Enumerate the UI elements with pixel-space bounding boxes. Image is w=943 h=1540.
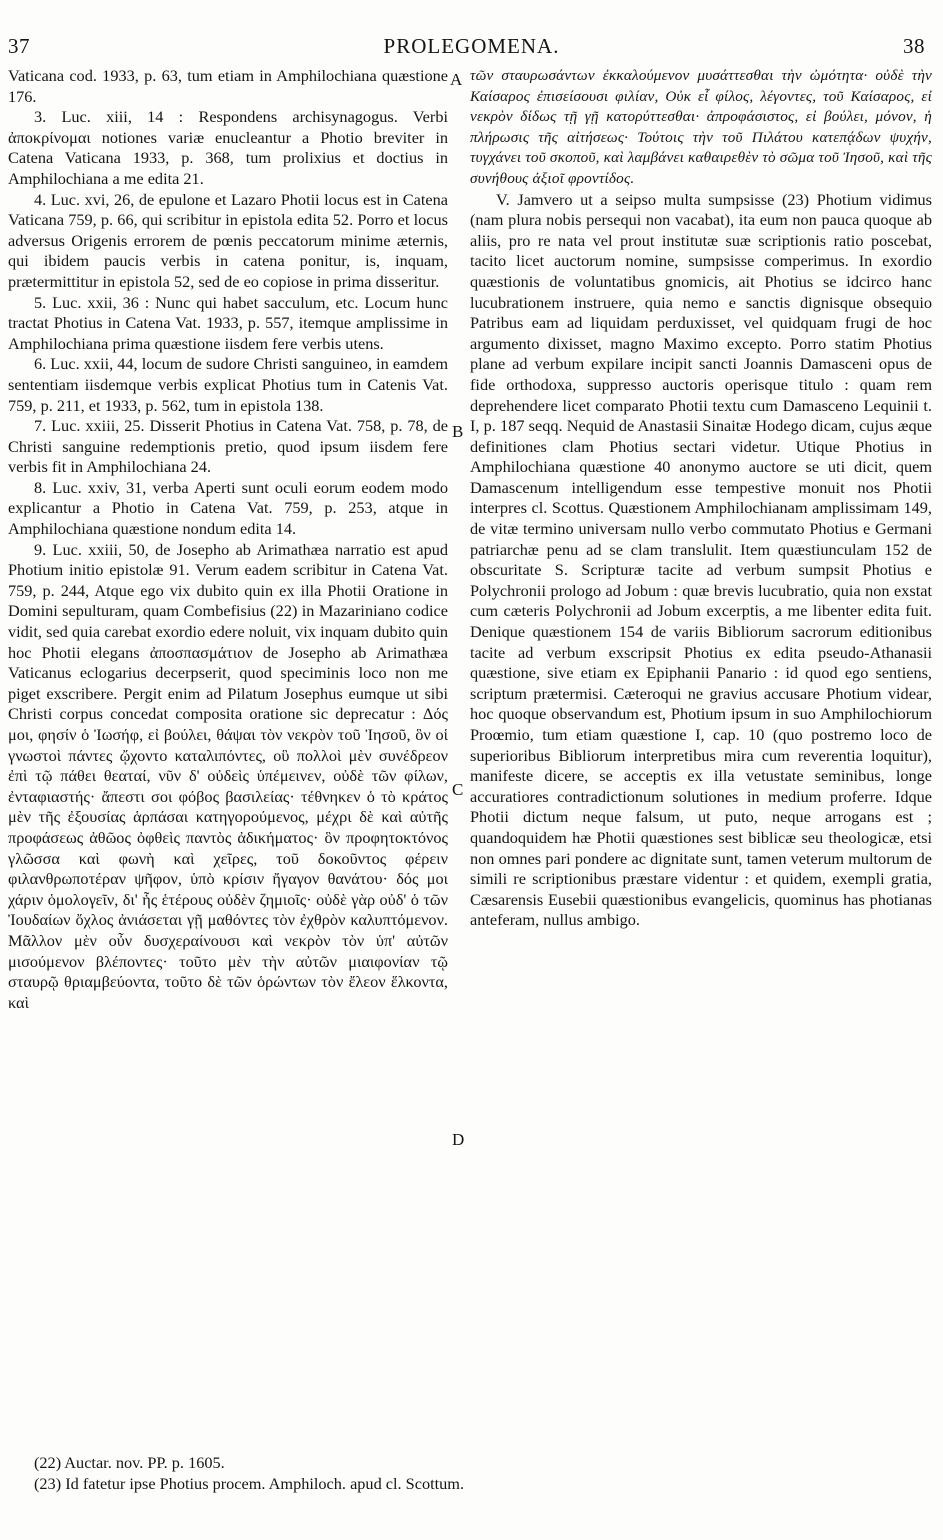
left-column bbox=[8, 66, 448, 1013]
greek-quotation-continuation: τῶν σταυρωσάντων ἐκκαλούμενον μυσάττεσθαι τὴν ὠμότητα· οὐδὲ τὴν Καίσαρος ἐπισείσουσι φιλίαν, Οὐκ εἶ φίλος, λέγοντες, τοῦ Καίσαρος, εἰ νεκρὸν δίδως τῇ γῇ κατορύττεσθαι· ἀπροφάσιστος, εἰ βούλει, μόνον, ἡ πλήρωσις τῆς αἰτήσεως· Τούτοις τὴν τοῦ Πιλάτου κατεπᾴδων ψυχήν, τυγχάνει τοῦ σκοποῦ, καὶ λαμβάνει καθαιρεθὲν τὸ σῶμα τοῦ Ἰησοῦ, καὶ τῆς συνήθους ἀξιοῖ φροντίδος. bbox=[470, 67, 932, 187]
margin-marker-c: C bbox=[452, 780, 464, 799]
margin-marker-b: B bbox=[452, 422, 464, 441]
margin-marker-a: A bbox=[450, 70, 463, 89]
left-page-number: 37 bbox=[8, 34, 30, 58]
note-4: 4. Luc. xvi, 26, de epulone et Lazaro Photii locus est in Catena Vaticana 759, p. 66, qui scribitur in epistola edita 52. Porro et locus adversus Origenis errorem de pœnis peccatorum minime æternis, qui ibidem paucis verbis in catena ponitur, is, inquam, prætermittitur in epistola 52, sed de eo copiose in prima disseritur. bbox=[8, 189, 448, 291]
margin-marker-d: D bbox=[452, 1130, 465, 1149]
running-title: PROLEGOMENA. bbox=[383, 34, 560, 58]
note-6: 6. Luc. xxii, 44, locum de sudore Christi sanguineo, in eamdem sententiam iisdemque verbis explicat Photius tum in Catenis Vat. 759, p. 211, et 1933, p. 562, tum in epistola 138. bbox=[8, 354, 448, 415]
note-5: 5. Luc. xxii, 36 : Nunc qui habet sacculum, etc. Locum hunc tractat Photius in Catena Vat. 1933, p. 557, itemque amplissime in Amphilochiana prima quæstione iisdem fere verbis utens. bbox=[8, 292, 448, 353]
note-3: 3. Luc. xiii, 14 : Respondens archisynagogus. Verbi ἀποκρίνομαι notiones variæ enucleantur a Photio breviter in Catena Vaticana 1933, p. 368, tum prolixius et doctius in Amphilochiana a me edita 21. bbox=[8, 107, 448, 188]
footnotes bbox=[34, 1452, 914, 1494]
footnote-23: (23) Id fatetur ipse Photius procem. Amphiloch. apud cl. Scottum. bbox=[34, 1474, 465, 1493]
note-7: 7. Luc. xxiii, 25. Disserit Photius in Catena Vat. 758, p. 78, de Christi sanguine redemptionis pretio, quod ipsum iisdem fere verbis fit in Amphilochiana 24. bbox=[8, 416, 448, 477]
right-column bbox=[470, 66, 932, 931]
footnote-22: (22) Auctar. nov. PP. p. 1605. bbox=[34, 1453, 225, 1472]
section-v: V. Jamvero ut a seipso multa sumpsisse (23) Photium vidimus (nam plura nobis persequi non vacabat), ita eum non pauca quoque ab aliis, pro re nata vel prout institutæ suæ scriptionis ratio poscebat, tacito licet auctorum nomine, sumpsisse comperimus. In exordio quæstionis de voluntatibus gnomicis, ait Photius se idcirco hanc lucubrationem instruere, quia nemo e sanctis dignisque obsequio Patribus eam ad liquidam perduxisset, vel quidquam frugi de hoc argumento dixisset, magno Maximo excepto. Porro statim Photius plane ad verbum expilare incipit sancti Joannis Damasceni opus de fide orthodoxa, suppresso auctoris operisque titulo : quam rem deprehendere licet comparato Photii textu cum Damasceno Lequinii t. I, p. 187 seqq. Nequid de Anastasii Sinaitæ Hodego dicam, cujus æque definitiones clam Photius sectari videtur. Utique Photius in Amphilochiana quæstione 40 anonymo auctore se uti dicit, quem Damascenum intelligendum esse tempestive monuit nos Photii interpres cl. Scottus. Quæstionem Amphilochianam amplissimam 149, de vitæ termino universam nullo verbo commutato Photius e Germani patriarchæ penu ad se clam translulit. Item quæstiunculam 152 de obscuritate S. Scripturæ tacite ad verbum sumpsit Photius e Polychronii prologo ad Jobum : quæ brevis lucubratio, quia non exstat cum cæteris Polychronii ad Jobum excerptis, a me libenter edita fuit. Denique quæstionem 154 de variis Bibliorum sacrorum editionibus tacite ad verbum exscripsit Photius ex edita pseudo-Athanasii quæstione, sive etiam ex Epiphanii Panario : id quod ego sentiens, scriptum prætermisi. Cæteroqui ne gravius accusare Photium videar, hoc quoque observandum est, Photium ipsum in suo Amphilochiorum Proœmio, tum etiam quæstione I, cap. 10 (quo postremo loco de superioribus Bibliorum interpretibus mira cum reverentia loquitur), manifeste dicere, se acceptis ex illa vetustate seminibus, longe accuratiores contradictionum solutiones in medium proferre. Idque Photii dictum neque falsum, ut puto, neque arrogans est ; quandoquidem hæ Photii quæstiones sest biblicæ seu theologicæ, etsi non omnes pari pondere ac dignitate sunt, tamen veterum multorum de simili re scriptionibus præstare videntur : et quidem, exempli gratia, Cæsarensis Eusebii quæstionibus evangelicis, quominus has photianas anteferam, nullus ambigo. bbox=[470, 189, 932, 930]
paragraph-continuation: Vaticana cod. 1933, p. 63, tum etiam in Amphilochiana quæstione 176. bbox=[8, 66, 448, 106]
page-header bbox=[0, 0, 943, 60]
note-9: 9. Luc. xxiii, 50, de Josepho ab Arimathæa narratio est apud Photium initio epistolæ 91. Verum eadem scribitur in Catena Vat. 759, p. 244, Atque ego vix dubito quin ex illa Photii Oratione in Domini sepulturam, quam Combefisius (22) in Mazariniano codice vidit, sed quia carebat exordio edere noluit, vix inquam dubito quin hoc Photii elegans ἀποσπασμάτιον de Josepho ab Arimathæa Vaticanus eclogarius decerpserit, quod speciminis loco non me piget exscribere. Pergit enim ad Pilatum Josephus eumque ut sibi Christi corpus concedat composita oratione sic deprecatur : Δός μοι, φησίν ὁ Ἰωσήφ, εἰ βούλει, θάψαι τὸν νεκρὸν τοῦ Ἰησοῦ, ὃν οἱ γνωστοὶ πάντες ᾤχοντο καταλιπόντες, οὓ πολλοὶ μὲν συνέδρεον ἐπὶ τῷ πάθει θεαταί, νῦν δ' οὐδεὶς ὑπέμεινεν, οὐδὲ τῶν φίλων, ἐνταφιαστής· ἄπεστι σοι φόβος βασιλείας· τέθνηκεν ὁ τὸ κράτος μὲν τῆς ἐξουσίας ἁρπάσαι κατηγορούμενος, μέχρι δὲ καὶ αὐτῆς προφάσεως ἀθῶος ὀφθεὶς παντὸς ἀδικήματος· ὃν προφητοκτόνος γλῶσσα καὶ φωνὴ καὶ χεῖρες, τοῦ δοκοῦντος φέρειν φιλανθρωποτέραν ψῆφον, ὑπὸ κρίσιν ἤγαγον θανάτου· δός μοι χάριν ὁμολογεῖν, δι' ἧς ἑτέρους οὐδὲν ζημιοῖς· οὐδὲ γὰρ οὐδ' ὁ τῶν Ἰουδαίων ὄχλος ἀνιάσεται γῇ μαθόντες τὸν ἐχθρὸν καλυπτόμενον. Μᾶλλον μὲν οὖν δυσχεραίνουσι καὶ νεκρὸν τὸν ὑπ' αὐτῶν μισούμενον βλέποντες· τοῦτο μὲν τὴν αὐτῶν μιαιφονίαν τῷ σταυρῷ θριαμβεύοντα, τοῦτο δὲ τῶν ὁρώντων τὸν ἔλεον ἕλκοντα, καὶ bbox=[8, 539, 448, 1012]
note-8: 8. Luc. xxiv, 31, verba Aperti sunt oculi eorum eodem modo explicantur a Photio in Catena Vat. 759, p. 253, atque in Amphilochiana quæstione nondum edita 14. bbox=[8, 477, 448, 539]
right-page-number: 38 bbox=[903, 34, 925, 58]
